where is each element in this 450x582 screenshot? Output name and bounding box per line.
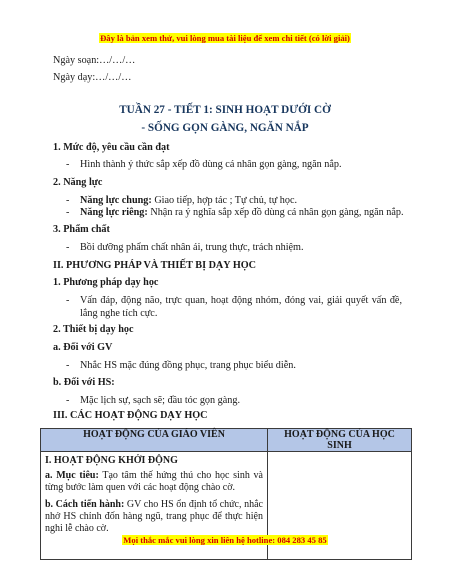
teaching-methods-text: Vấn đáp, động não, trực quan, hoạt động nhóm, đóng vai, giải quyết vấn đề, lắng nghe tích cực.	[80, 295, 402, 319]
goal-label: a. Mục tiêu:	[45, 470, 99, 481]
heading-teaching-methods: 1. Phương pháp dạy học	[53, 277, 159, 288]
competence-specific-label: Năng lực riêng:	[80, 207, 148, 218]
teacher-prep-item: - Nhắc HS mặc đúng đồng phục, trang phục biểu diễn.	[66, 360, 296, 371]
preview-banner-text: Đây là bản xem thử, vui lòng mua tài liệu để xem chi tiết (có lời giải)	[100, 33, 350, 43]
dash: -	[66, 295, 70, 306]
goal-text: Tạo tâm thế hứng thú cho học sinh và từng bước làm quen với các hoạt động chào cờ.	[45, 470, 263, 493]
date-taught: Ngày dạy:…/…/…	[53, 72, 132, 83]
section-heading-competence: 2. Năng lực	[53, 177, 103, 188]
quality-item: - Bồi dưỡng phẩm chất nhân ái, trung thực, trách nhiệm.	[66, 242, 304, 253]
section-heading-objectives: 1. Mức độ, yêu cầu cần đạt	[53, 142, 170, 153]
competence-specific: - Năng lực riêng: Nhận ra ý nghĩa sắp xếp đồ dùng cá nhân gọn gàng, ngăn nắp.	[66, 207, 404, 218]
section-heading-qualities: 3. Phẩm chất	[53, 224, 110, 235]
col-student-header: HOẠT ĐỘNG CỦA HỌC SINH	[268, 429, 412, 452]
part-heading-methods: II. PHƯƠNG PHÁP VÀ THIẾT BỊ DẠY HỌC	[53, 260, 257, 271]
heading-equipment: 2. Thiết bị dạy học	[53, 324, 134, 335]
lesson-subtitle: - SỐNG GỌN GÀNG, NGĂN NẮP	[141, 122, 309, 134]
competence-general: - Năng lực chung: Giao tiếp, hợp tác ; Tự chủ, tự học.	[66, 195, 298, 206]
method-text: GV cho HS ổn định tổ chức, nhắc nhở HS chỉnh đốn hàng ngũ, trang phục để thực hiện nghi lễ chào cờ.	[45, 499, 263, 534]
competence-general-text: Giao tiếp, hợp tác ; Tự chủ, tự học.	[151, 195, 298, 206]
student-prep-item: - Mặc lịch sự, sạch sẽ; đầu tóc gọn gàng.	[66, 395, 240, 406]
activity-goal	[45, 470, 263, 494]
student-prep-text: Mặc lịch sự, sạch sẽ; đầu tóc gọn gàng.	[80, 395, 240, 406]
lesson-title: TUẦN 27 - TIẾT 1: SINH HOẠT DƯỚI CỜ	[119, 104, 331, 116]
competence-general-label: Năng lực chung:	[80, 195, 152, 206]
col-teacher-header: HOẠT ĐỘNG CỦA GIÁO VIÊN	[41, 429, 268, 452]
objective-item: - Hình thành ý thức sắp xếp đồ dùng cá nhân gọn gàng, ngăn nắp.	[66, 159, 342, 170]
hotline-banner-text: Mọi thắc mắc vui lòng xin liên hệ hotline: 084 283 45 85	[123, 535, 327, 545]
objective-text: Hình thành ý thức sắp xếp đồ dùng cá nhân gọn gàng, ngăn nắp.	[80, 159, 342, 170]
competence-specific-text: Nhận ra ý nghĩa sắp xếp đồ dùng cá nhân gọn gàng, ngăn nắp.	[147, 207, 404, 218]
quality-text: Bồi dưỡng phẩm chất nhân ái, trung thực, trách nhiệm.	[80, 242, 304, 253]
heading-for-teacher: a. Đối với GV	[53, 342, 113, 353]
hotline-banner	[0, 535, 450, 545]
preview-banner	[0, 33, 450, 43]
activity-section-title: I. HOẠT ĐỘNG KHỞI ĐỘNG	[45, 455, 178, 466]
table-header-row	[41, 429, 412, 452]
method-label: b. Cách tiến hành:	[45, 499, 125, 510]
activity-method	[45, 499, 263, 535]
part-heading-activities: III. CÁC HOẠT ĐỘNG DẠY HỌC	[53, 410, 208, 421]
date-prepared: Ngày soạn:…/…/…	[53, 55, 136, 66]
teacher-prep-text: Nhắc HS mặc đúng đồng phục, trang phục biểu diễn.	[80, 360, 296, 371]
heading-for-student: b. Đối với HS:	[53, 377, 115, 388]
